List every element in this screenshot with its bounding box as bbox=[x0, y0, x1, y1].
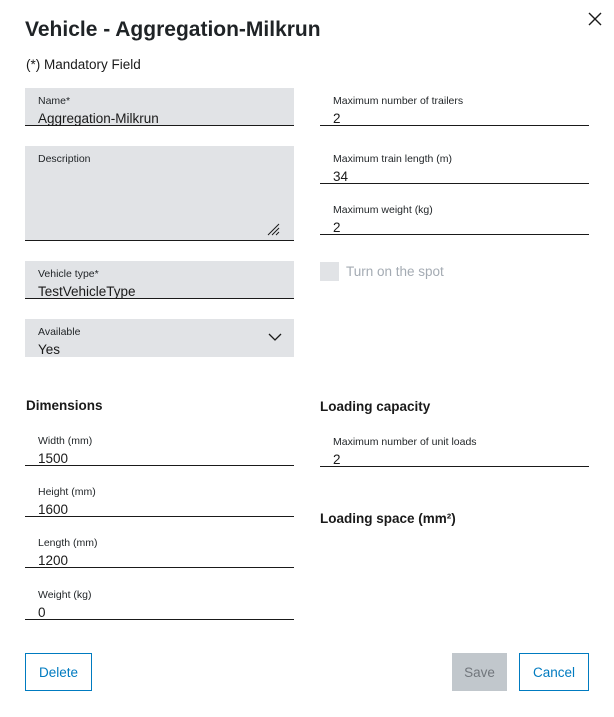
available-label: Available bbox=[38, 326, 81, 338]
max-trailers-value: 2 bbox=[333, 111, 341, 126]
turn-on-spot-checkbox[interactable] bbox=[320, 262, 339, 281]
save-button[interactable]: Save bbox=[452, 653, 507, 691]
vehicle-type-label: Vehicle type* bbox=[38, 268, 99, 280]
dimensions-heading: Dimensions bbox=[26, 398, 103, 413]
height-field[interactable] bbox=[25, 479, 294, 517]
length-value: 1200 bbox=[38, 553, 69, 568]
resize-handle-icon[interactable] bbox=[266, 222, 280, 236]
max-weight-label: Maximum weight (kg) bbox=[333, 204, 433, 216]
max-train-length-value: 34 bbox=[333, 169, 349, 184]
vehicle-type-field[interactable] bbox=[25, 261, 294, 299]
max-unit-loads-value: 2 bbox=[333, 452, 341, 467]
height-value: 1600 bbox=[38, 502, 69, 517]
max-train-length-label: Maximum train length (m) bbox=[333, 153, 453, 165]
name-label: Name* bbox=[38, 95, 71, 107]
chevron-down-icon bbox=[268, 332, 282, 342]
close-icon[interactable] bbox=[586, 10, 604, 28]
width-value: 1500 bbox=[38, 451, 69, 466]
name-field[interactable] bbox=[25, 88, 294, 126]
loading-capacity-heading: Loading capacity bbox=[320, 399, 431, 414]
max-unit-loads-label: Maximum number of unit loads bbox=[333, 436, 477, 448]
vehicle-type-value: TestVehicleType bbox=[38, 284, 136, 299]
height-label: Height (mm) bbox=[38, 486, 96, 498]
available-select[interactable] bbox=[25, 319, 294, 357]
name-value: Aggregation-Milkrun bbox=[38, 111, 159, 126]
available-value: Yes bbox=[38, 342, 61, 357]
length-field[interactable] bbox=[25, 530, 294, 568]
max-weight-field[interactable] bbox=[320, 197, 589, 235]
cancel-button[interactable]: Cancel bbox=[519, 653, 589, 691]
dialog-title: Vehicle - Aggregation-Milkrun bbox=[25, 18, 321, 41]
width-label: Width (mm) bbox=[38, 435, 93, 447]
weight-field[interactable] bbox=[25, 582, 294, 620]
max-trailers-label: Maximum number of trailers bbox=[333, 95, 464, 107]
weight-value: 0 bbox=[38, 605, 46, 620]
width-field[interactable] bbox=[25, 428, 294, 466]
loading-space-heading: Loading space (mm²) bbox=[320, 511, 456, 526]
delete-button[interactable]: Delete bbox=[25, 653, 92, 691]
max-weight-value: 2 bbox=[333, 220, 341, 235]
max-train-length-field[interactable] bbox=[320, 146, 589, 184]
max-unit-loads-field[interactable] bbox=[320, 429, 589, 467]
turn-on-spot-label: Turn on the spot bbox=[346, 264, 444, 279]
length-label: Length (mm) bbox=[38, 537, 98, 549]
description-textarea[interactable] bbox=[25, 146, 294, 241]
weight-label: Weight (kg) bbox=[38, 589, 92, 601]
max-trailers-field[interactable] bbox=[320, 88, 589, 126]
description-label: Description bbox=[38, 153, 91, 165]
mandatory-note: (*) Mandatory Field bbox=[26, 57, 141, 72]
